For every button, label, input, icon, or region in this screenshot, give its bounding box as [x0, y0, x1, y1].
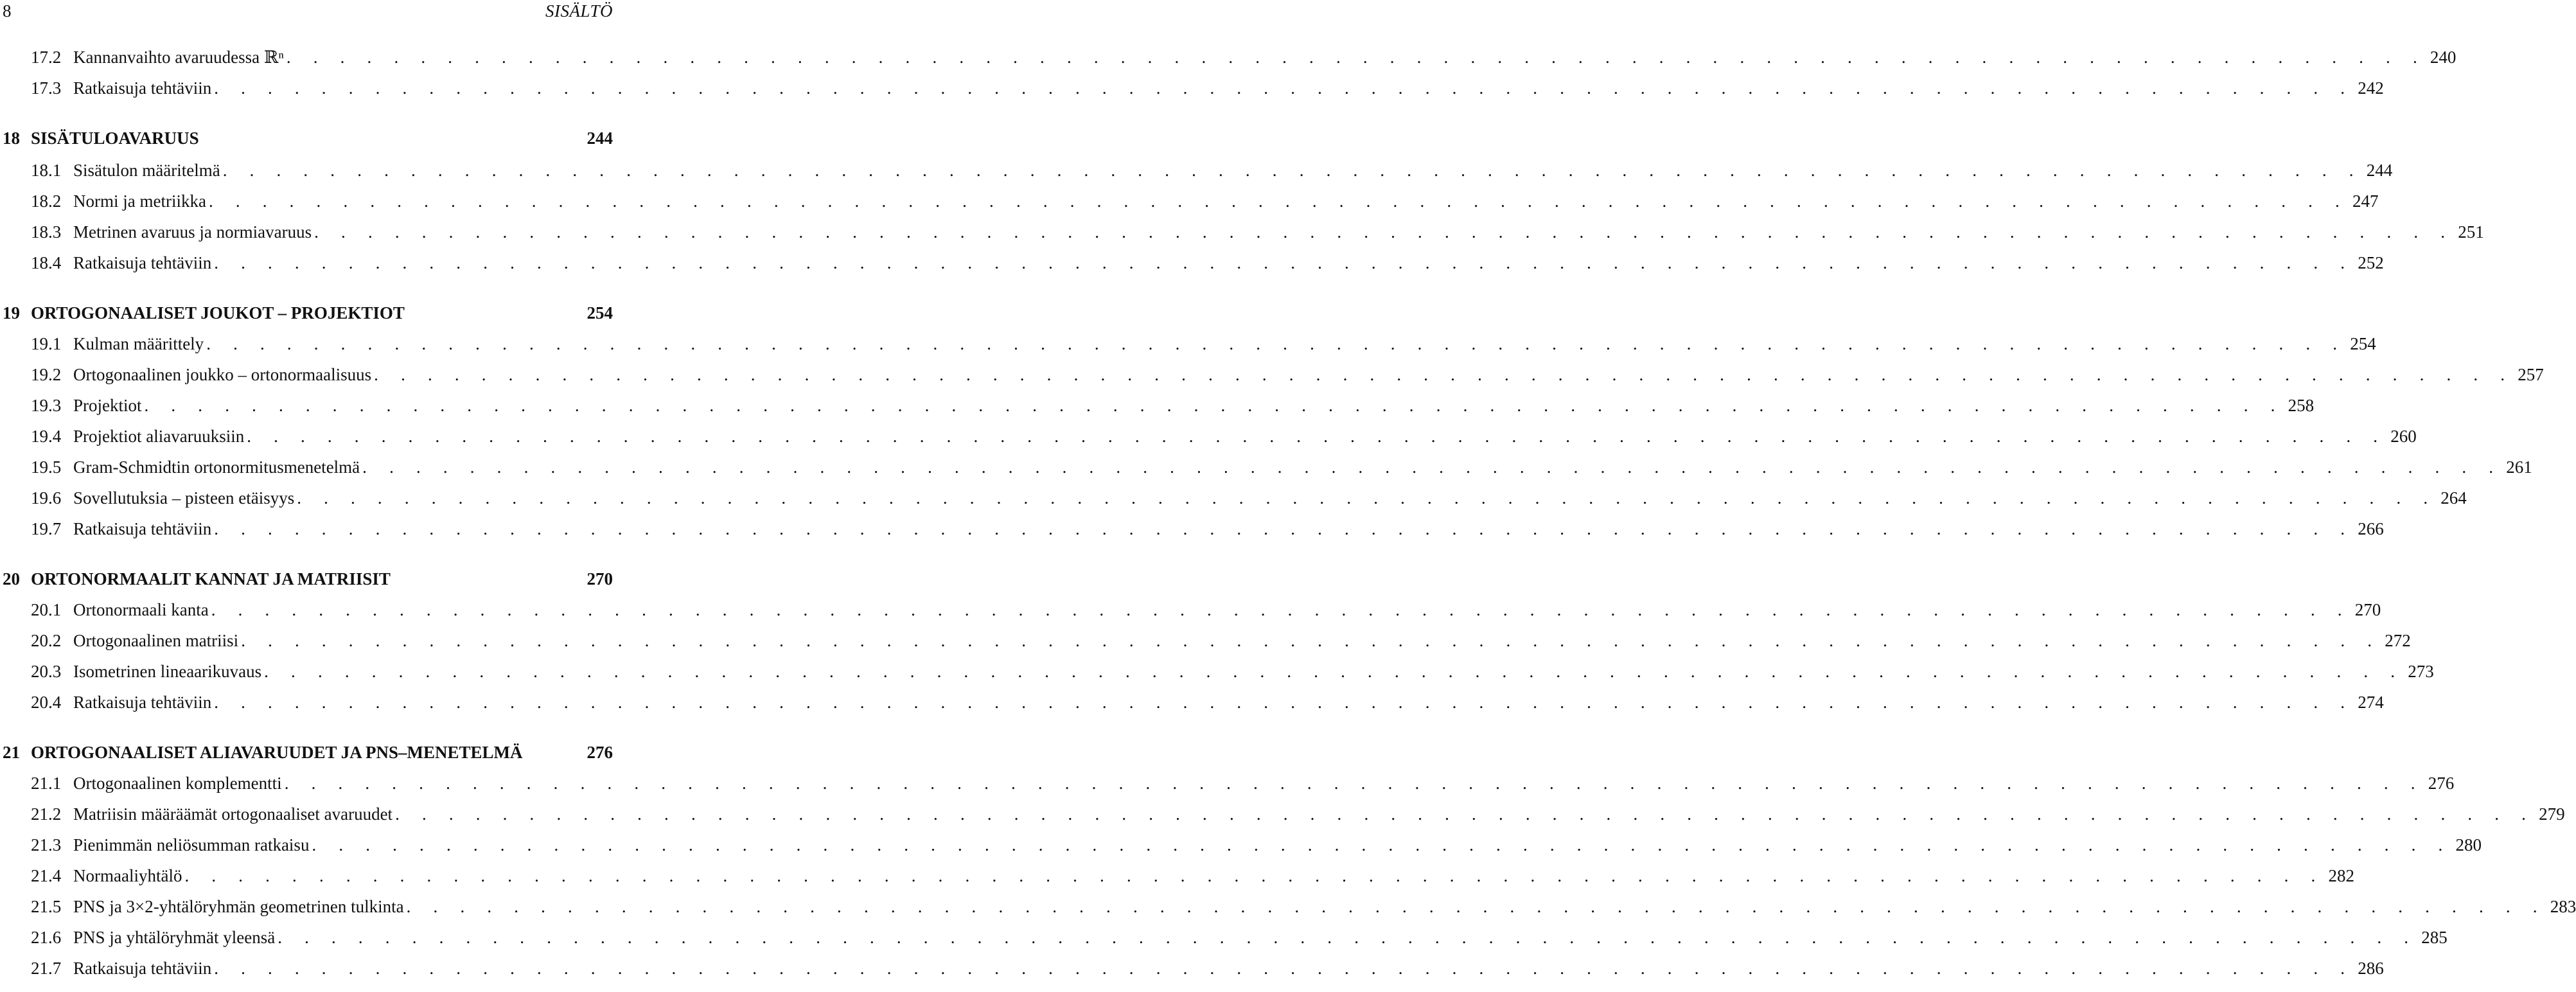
section-number: 20.4 — [31, 693, 62, 712]
section-page-number: 254 — [2350, 334, 2376, 353]
section-title: Gram-Schmidtin ortonormitusmenetelmä — [73, 457, 360, 477]
section-number: 19.1 — [31, 334, 62, 353]
toc-chapter-row — [0, 569, 613, 595]
toc-section-row — [31, 693, 2384, 718]
toc-section-row — [31, 427, 2417, 452]
section-page-number: 272 — [2385, 631, 2411, 650]
section-number: 21.2 — [31, 804, 62, 824]
chapter-number: 21 — [3, 743, 20, 762]
section-number: 21.6 — [31, 928, 62, 947]
section-page-number: 285 — [2421, 928, 2448, 947]
section-number: 21.7 — [31, 959, 62, 978]
section-page-number: 279 — [2539, 804, 2565, 824]
toc-section-row — [31, 457, 2532, 483]
toc-section-row — [31, 365, 2544, 391]
section-title: PNS ja 3×2-yhtälöryhmän geometrinen tulkinta — [73, 897, 404, 916]
section-page-number: 264 — [2440, 488, 2467, 508]
section-page-number: 258 — [2288, 396, 2315, 415]
section-title: Isometrinen lineaarikuvaus — [73, 662, 262, 681]
section-number: 19.3 — [31, 396, 62, 415]
section-number: 19.4 — [31, 427, 62, 446]
dot-leader: . . . . . . . . . . . . . . . . . . . . . . . . . . . . . . . . . . . . . . . . . . . . . . . . . . . . . . . . . . . . . . . . . . . . . . . . . . . . . . . . — [214, 519, 2354, 538]
section-number: 20.3 — [31, 662, 62, 681]
section-number: 21.1 — [31, 774, 62, 793]
section-title: Ratkaisuja tehtäviin — [73, 78, 212, 98]
section-number: 19.2 — [31, 365, 62, 384]
section-number: 20.1 — [31, 600, 62, 619]
chapter-title: ORTOGONAALISET ALIAVARUUDET JA PNS–MENETELMÄ — [31, 743, 523, 762]
dot-leader: . . . . . . . . . . . . . . . . . . . . . . . . . . . . . . . . . . . . . . . . . . . . . . . . . . . . . . . . . . . . . . . . . . . . . . . . . . . . . . . . — [144, 396, 2284, 415]
dot-leader: . . . . . . . . . . . . . . . . . . . . . . . . . . . . . . . . . . . . . . . . . . . . . . . . . . . . . . . . . . . . . . . . . . . . . . . . . . . . . . . . — [406, 897, 2546, 916]
dot-leader: . . . . . . . . . . . . . . . . . . . . . . . . . . . . . . . . . . . . . . . . . . . . . . . . . . . . . . . . . . . . . . . . . . . . . . . . . . . . . . . . — [374, 365, 2514, 384]
dot-leader: . . . . . . . . . . . . . . . . . . . . . . . . . . . . . . . . . . . . . . . . . . . . . . . . . . . . . . . . . . . . . . . . . . . . . . . . . . . . . . . . — [206, 334, 2347, 353]
section-page-number: 260 — [2390, 427, 2417, 446]
toc-section-row — [31, 48, 2457, 73]
section-number: 19.6 — [31, 488, 62, 508]
toc-section-row — [31, 897, 2576, 923]
dot-leader: . . . . . . . . . . . . . . . . . . . . . . . . . . . . . . . . . . . . . . . . . . . . . . . . . . . . . . . . . . . . . . . . . . . . . . . . . . . . . . . . — [214, 78, 2354, 98]
toc-section-row — [31, 662, 2434, 687]
chapter-title: ORTOGONAALISET JOUKOT – PROJEKTIOT — [31, 303, 405, 323]
section-title: Ratkaisuja tehtäviin — [73, 959, 212, 978]
dot-leader: . . . . . . . . . . . . . . . . . . . . . . . . . . . . . . . . . . . . . . . . . . . . . . . . . . . . . . . . . . . . . . . . . . . . . . . . . . . . . . . . — [284, 774, 2424, 793]
section-page-number: 276 — [2428, 774, 2455, 793]
section-number: 18.4 — [31, 253, 62, 272]
section-page-number: 283 — [2550, 897, 2576, 916]
section-page-number: 240 — [2430, 48, 2457, 67]
section-page-number: 282 — [2328, 866, 2355, 885]
section-page-number: 247 — [2352, 191, 2379, 211]
section-number: 21.5 — [31, 897, 62, 916]
dot-leader: . . . . . . . . . . . . . . . . . . . . . . . . . . . . . . . . . . . . . . . . . . . . . . . . . . . . . . . . . . . . . . . . . . . . . . . . . . . . . . . . — [362, 457, 2503, 477]
section-title: Ortogonaalinen komplementti — [73, 774, 282, 793]
dot-leader: . . . . . . . . . . . . . . . . . . . . . . . . . . . . . . . . . . . . . . . . . . . . . . . . . . . . . . . . . . . . . . . . . . . . . . . . . . . . . . . . — [211, 600, 2351, 619]
section-title: PNS ja yhtälöryhmät yleensä — [73, 928, 276, 947]
section-page-number: 251 — [2458, 222, 2484, 242]
toc-chapter-row — [0, 303, 613, 329]
section-title: Ortogonaalinen matriisi — [73, 631, 239, 650]
dot-leader: . . . . . . . . . . . . . . . . . . . . . . . . . . . . . . . . . . . . . . . . . . . . . . . . . . . . . . . . . . . . . . . . . . . . . . . . . . . . . . . . — [286, 48, 2426, 67]
section-page-number: 244 — [2366, 161, 2393, 180]
section-number: 17.3 — [31, 78, 62, 98]
section-title: Normi ja metriikka — [73, 191, 206, 211]
dot-leader: . . . . . . . . . . . . . . . . . . . . . . . . . . . . . . . . . . . . . . . . . . . . . . . . . . . . . . . . . . . . . . . . . . . . . . . . . . . . . . . . — [247, 427, 2387, 446]
toc-section-row — [31, 519, 2384, 545]
section-title: Pienimmän neliösumman ratkaisu — [73, 835, 310, 855]
section-title: Ortogonaalinen joukko – ortonormaalisuus — [73, 365, 372, 384]
section-title: Sisätulon määritelmä — [73, 161, 220, 180]
section-title: Ortonormaali kanta — [73, 600, 209, 619]
section-title: Ratkaisuja tehtäviin — [73, 253, 212, 272]
section-page-number: 252 — [2358, 253, 2384, 272]
section-number: 18.3 — [31, 222, 62, 242]
dot-leader: . . . . . . . . . . . . . . . . . . . . . . . . . . . . . . . . . . . . . . . . . . . . . . . . . . . . . . . . . . . . . . . . . . . . . . . . . . . . . . . . — [222, 161, 2363, 180]
section-page-number: 280 — [2455, 835, 2482, 855]
toc-section-row — [31, 866, 2355, 892]
dot-leader: . . . . . . . . . . . . . . . . . . . . . . . . . . . . . . . . . . . . . . . . . . . . . . . . . . . . . . . . . . . . . . . . . . . . . . . . . . . . . . . . — [214, 959, 2354, 978]
toc-chapter-row — [0, 743, 613, 768]
chapter-page-number: 254 — [587, 303, 613, 323]
section-page-number: 242 — [2358, 78, 2384, 98]
toc-chapter-row — [0, 128, 613, 154]
toc-section-row — [31, 78, 2384, 104]
toc-section-row — [31, 804, 2565, 830]
chapter-number: 20 — [3, 569, 20, 589]
section-title: Normaaliyhtälö — [73, 866, 182, 885]
section-title: Metrinen avaruus ja normiavaruus — [73, 222, 312, 242]
section-number: 18.2 — [31, 191, 62, 211]
dot-leader: . . . . . . . . . . . . . . . . . . . . . . . . . . . . . . . . . . . . . . . . . . . . . . . . . . . . . . . . . . . . . . . . . . . . . . . . . . . . . . . . — [395, 804, 2536, 824]
chapter-page-number: 270 — [587, 569, 613, 589]
dot-leader: . . . . . . . . . . . . . . . . . . . . . . . . . . . . . . . . . . . . . . . . . . . . . . . . . . . . . . . . . . . . . . . . . . . . . . . . . . . . . . . . — [264, 662, 2404, 681]
section-title: Ratkaisuja tehtäviin — [73, 519, 212, 538]
chapter-page-number: 276 — [587, 743, 613, 762]
dot-leader: . . . . . . . . . . . . . . . . . . . . . . . . . . . . . . . . . . . . . . . . . . . . . . . . . . . . . . . . . . . . . . . . . . . . . . . . . . . . . . . . — [278, 928, 2418, 947]
chapter-title: SISÄTULOAVARUUS — [31, 128, 199, 148]
toc-section-row — [31, 600, 2381, 626]
dot-leader: . . . . . . . . . . . . . . . . . . . . . . . . . . . . . . . . . . . . . . . . . . . . . . . . . . . . . . . . . . . . . . . . . . . . . . . . . . . . . . . . — [214, 693, 2354, 712]
toc-section-row — [31, 631, 2411, 657]
section-title: Kannanvaihto avaruudessa ℝⁿ — [73, 48, 284, 67]
dot-leader: . . . . . . . . . . . . . . . . . . . . . . . . . . . . . . . . . . . . . . . . . . . . . . . . . . . . . . . . . . . . . . . . . . . . . . . . . . . . . . . . — [184, 866, 2325, 885]
toc-section-row — [31, 334, 2376, 360]
page-number: 8 — [3, 1, 12, 21]
dot-leader: . . . . . . . . . . . . . . . . . . . . . . . . . . . . . . . . . . . . . . . . . . . . . . . . . . . . . . . . . . . . . . . . . . . . . . . . . . . . . . . . — [208, 191, 2349, 211]
dot-leader: . . . . . . . . . . . . . . . . . . . . . . . . . . . . . . . . . . . . . . . . . . . . . . . . . . . . . . . . . . . . . . . . . . . . . . . . . . . . . . . . — [241, 631, 2381, 650]
chapter-title: ORTONORMAALIT KANNAT JA MATRIISIT — [31, 569, 391, 589]
section-page-number: 261 — [2506, 457, 2532, 477]
section-number: 17.2 — [31, 48, 62, 67]
running-header — [0, 1, 613, 27]
toc-section-row — [31, 191, 2379, 217]
section-number: 21.4 — [31, 866, 62, 885]
toc-section-row — [31, 835, 2482, 861]
section-page-number: 270 — [2354, 600, 2381, 619]
section-title: Ratkaisuja tehtäviin — [73, 693, 212, 712]
section-number: 18.1 — [31, 161, 62, 180]
dot-leader: . . . . . . . . . . . . . . . . . . . . . . . . . . . . . . . . . . . . . . . . . . . . . . . . . . . . . . . . . . . . . . . . . . . . . . . . . . . . . . . . — [297, 488, 2437, 508]
toc-section-row — [31, 396, 2315, 421]
section-page-number: 286 — [2358, 959, 2384, 978]
section-page-number: 257 — [2518, 365, 2544, 384]
section-page-number: 273 — [2408, 662, 2434, 681]
dot-leader: . . . . . . . . . . . . . . . . . . . . . . . . . . . . . . . . . . . . . . . . . . . . . . . . . . . . . . . . . . . . . . . . . . . . . . . . . . . . . . . . — [214, 253, 2354, 272]
section-page-number: 274 — [2358, 693, 2384, 712]
section-title: Matriisin määräämät ortogonaaliset avaruudet — [73, 804, 393, 824]
section-page-number: 266 — [2358, 519, 2384, 538]
toc-section-row — [31, 488, 2467, 514]
toc-section-row — [31, 253, 2384, 279]
section-number: 19.7 — [31, 519, 62, 538]
section-number: 19.5 — [31, 457, 62, 477]
toc-section-row — [31, 774, 2455, 799]
section-title: Projektiot — [73, 396, 142, 415]
running-title: SISÄLTÖ — [545, 1, 613, 21]
dot-leader: . . . . . . . . . . . . . . . . . . . . . . . . . . . . . . . . . . . . . . . . . . . . . . . . . . . . . . . . . . . . . . . . . . . . . . . . . . . . . . . . — [314, 222, 2455, 242]
toc-section-row — [31, 928, 2448, 953]
section-title: Sovellutuksia – pisteen etäisyys — [73, 488, 295, 508]
section-title: Projektiot aliavaruuksiin — [73, 427, 245, 446]
chapter-number: 18 — [3, 128, 20, 148]
section-number: 21.3 — [31, 835, 62, 855]
dot-leader: . . . . . . . . . . . . . . . . . . . . . . . . . . . . . . . . . . . . . . . . . . . . . . . . . . . . . . . . . . . . . . . . . . . . . . . . . . . . . . . . — [312, 835, 2452, 855]
chapter-page-number: 244 — [587, 128, 613, 148]
section-title: Kulman määrittely — [73, 334, 204, 353]
toc-section-row — [31, 222, 2484, 248]
toc-section-row — [31, 161, 2393, 186]
toc-section-row — [31, 959, 2384, 984]
section-number: 20.2 — [31, 631, 62, 650]
chapter-number: 19 — [3, 303, 20, 323]
